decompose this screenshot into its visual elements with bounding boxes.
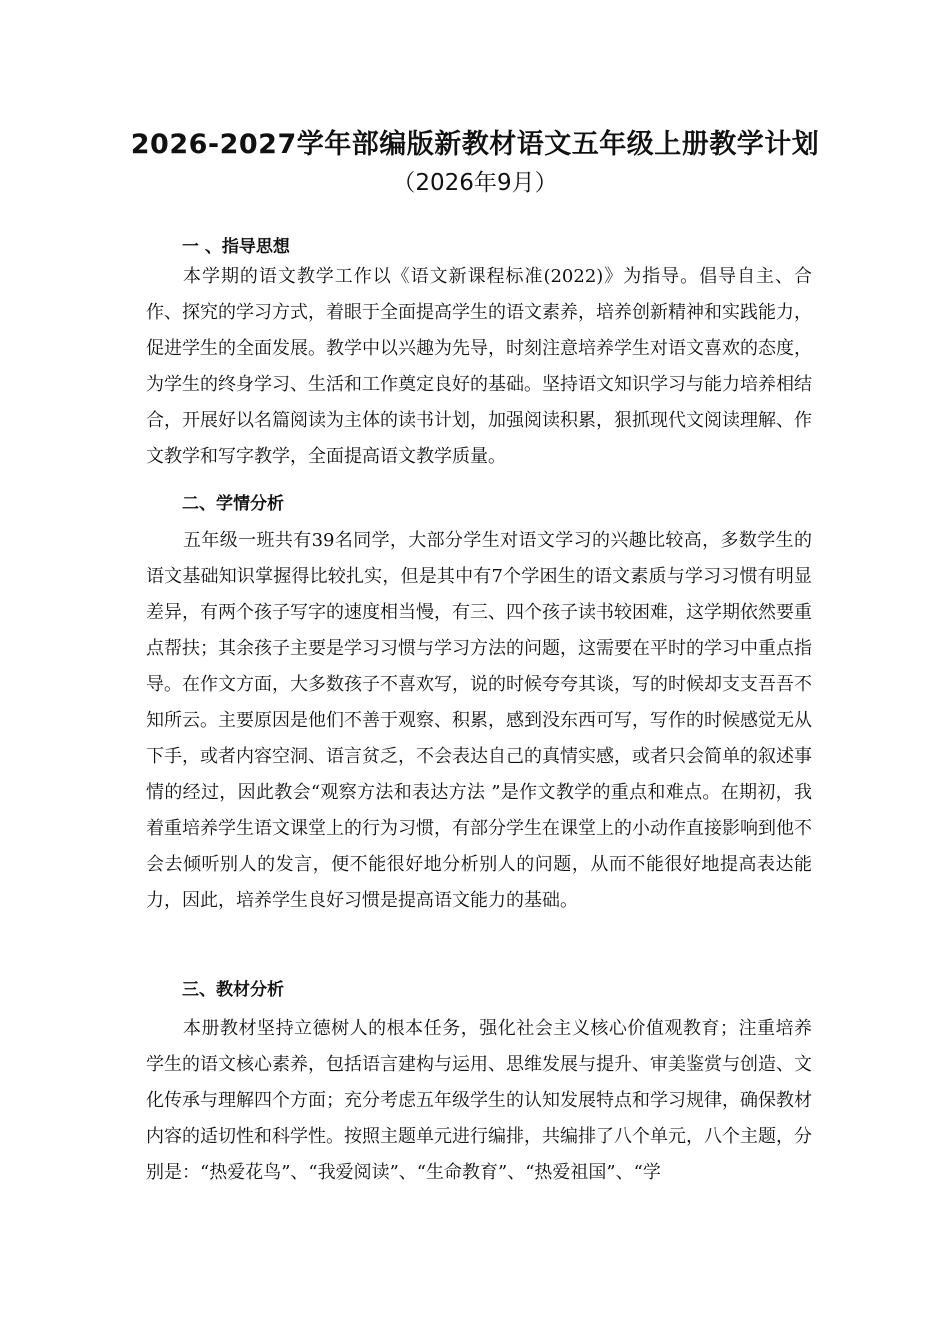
section-heading-guiding-thought: 一 、指导思想 [182,237,290,257]
section-paragraph-student-analysis: 五年级一班共有39名同学，大部分学生对语文学习的兴趣比较高，多数学生的语文基础知识掌握得比较扎实，但是其中有7个学困生的语文素质与学习习惯有明显差异，有两个孩子写字的速度相当慢，有三、四个孩子读书较困难，这学期依然要重点帮扶；其余孩子主要是学习习惯与学习方法的问题，这需要在平时的学习中重点指导。在作文方面，大多数孩子不喜欢写，说的时候夸夸其谈，写的时候却支支吾吾不知所云。主要原因是他们不善于观察、积累，感到没东西可写，写作的时候感觉无从下手，或者内容空洞、语言贫乏，不会表达自己的真情实感，或者只会简单的叙述事情的经过，因此教会“观察方法和表达方法 ”是作文教学的重点和难点。在期初，我着重培养学生语文课堂上的行为习惯，有部分学生在课堂上的小动作直接影响到他不会去倾听别人的发言，便不能很好地分析别人的问题，从而不能很好地提高表达能力，因此，培养学生良好习惯是提高语文能力的基础。 [146,530,812,911]
section-heading-textbook-analysis: 三、教材分析 [182,980,284,1000]
section-heading-student-analysis: 二、学情分析 [182,494,284,514]
section-paragraph-guiding-thought: 本学期的语文教学工作以《语文新课程标准(2022)》为指导。倡导自主、合作、探究的学习方式，着眼于全面提高学生的语文素养，培养创新精神和实践能力，促进学生的全面发展。教学中以兴趣为先导，时刻注意培养学生对语文喜欢的态度，为学生的终身学习、生活和工作奠定良好的基础。坚持语文知识学习与能力培养相结合，开展好以名篇阅读为主体的读书计划，加强阅读积累，狠抓现代文阅读理解、作文教学和写字教学，全面提高语文教学质量。 [146,266,812,467]
section-paragraph-textbook-analysis: 本册教材坚持立德树人的根本任务，强化社会主义核心价值观教育；注重培养学生的语文核心素养，包括语言建构与运用、思维发展与提升、审美鉴赏与创造、文化传承与理解四个方面；充分考虑五年级学生的认知发展特点和学习规律，确保教材内容的适切性和科学性。按照主题单元进行编排，共编排了八个单元，八个主题，分别是：“热爱花鸟”、“我爱阅读”、“生命教育”、“热爱祖国”、“学 [146,1018,812,1183]
document-title: 2026-2027学年部编版新教材语文五年级上册教学计划 [130,129,820,160]
document-subtitle: （2026年9月） [392,170,558,196]
